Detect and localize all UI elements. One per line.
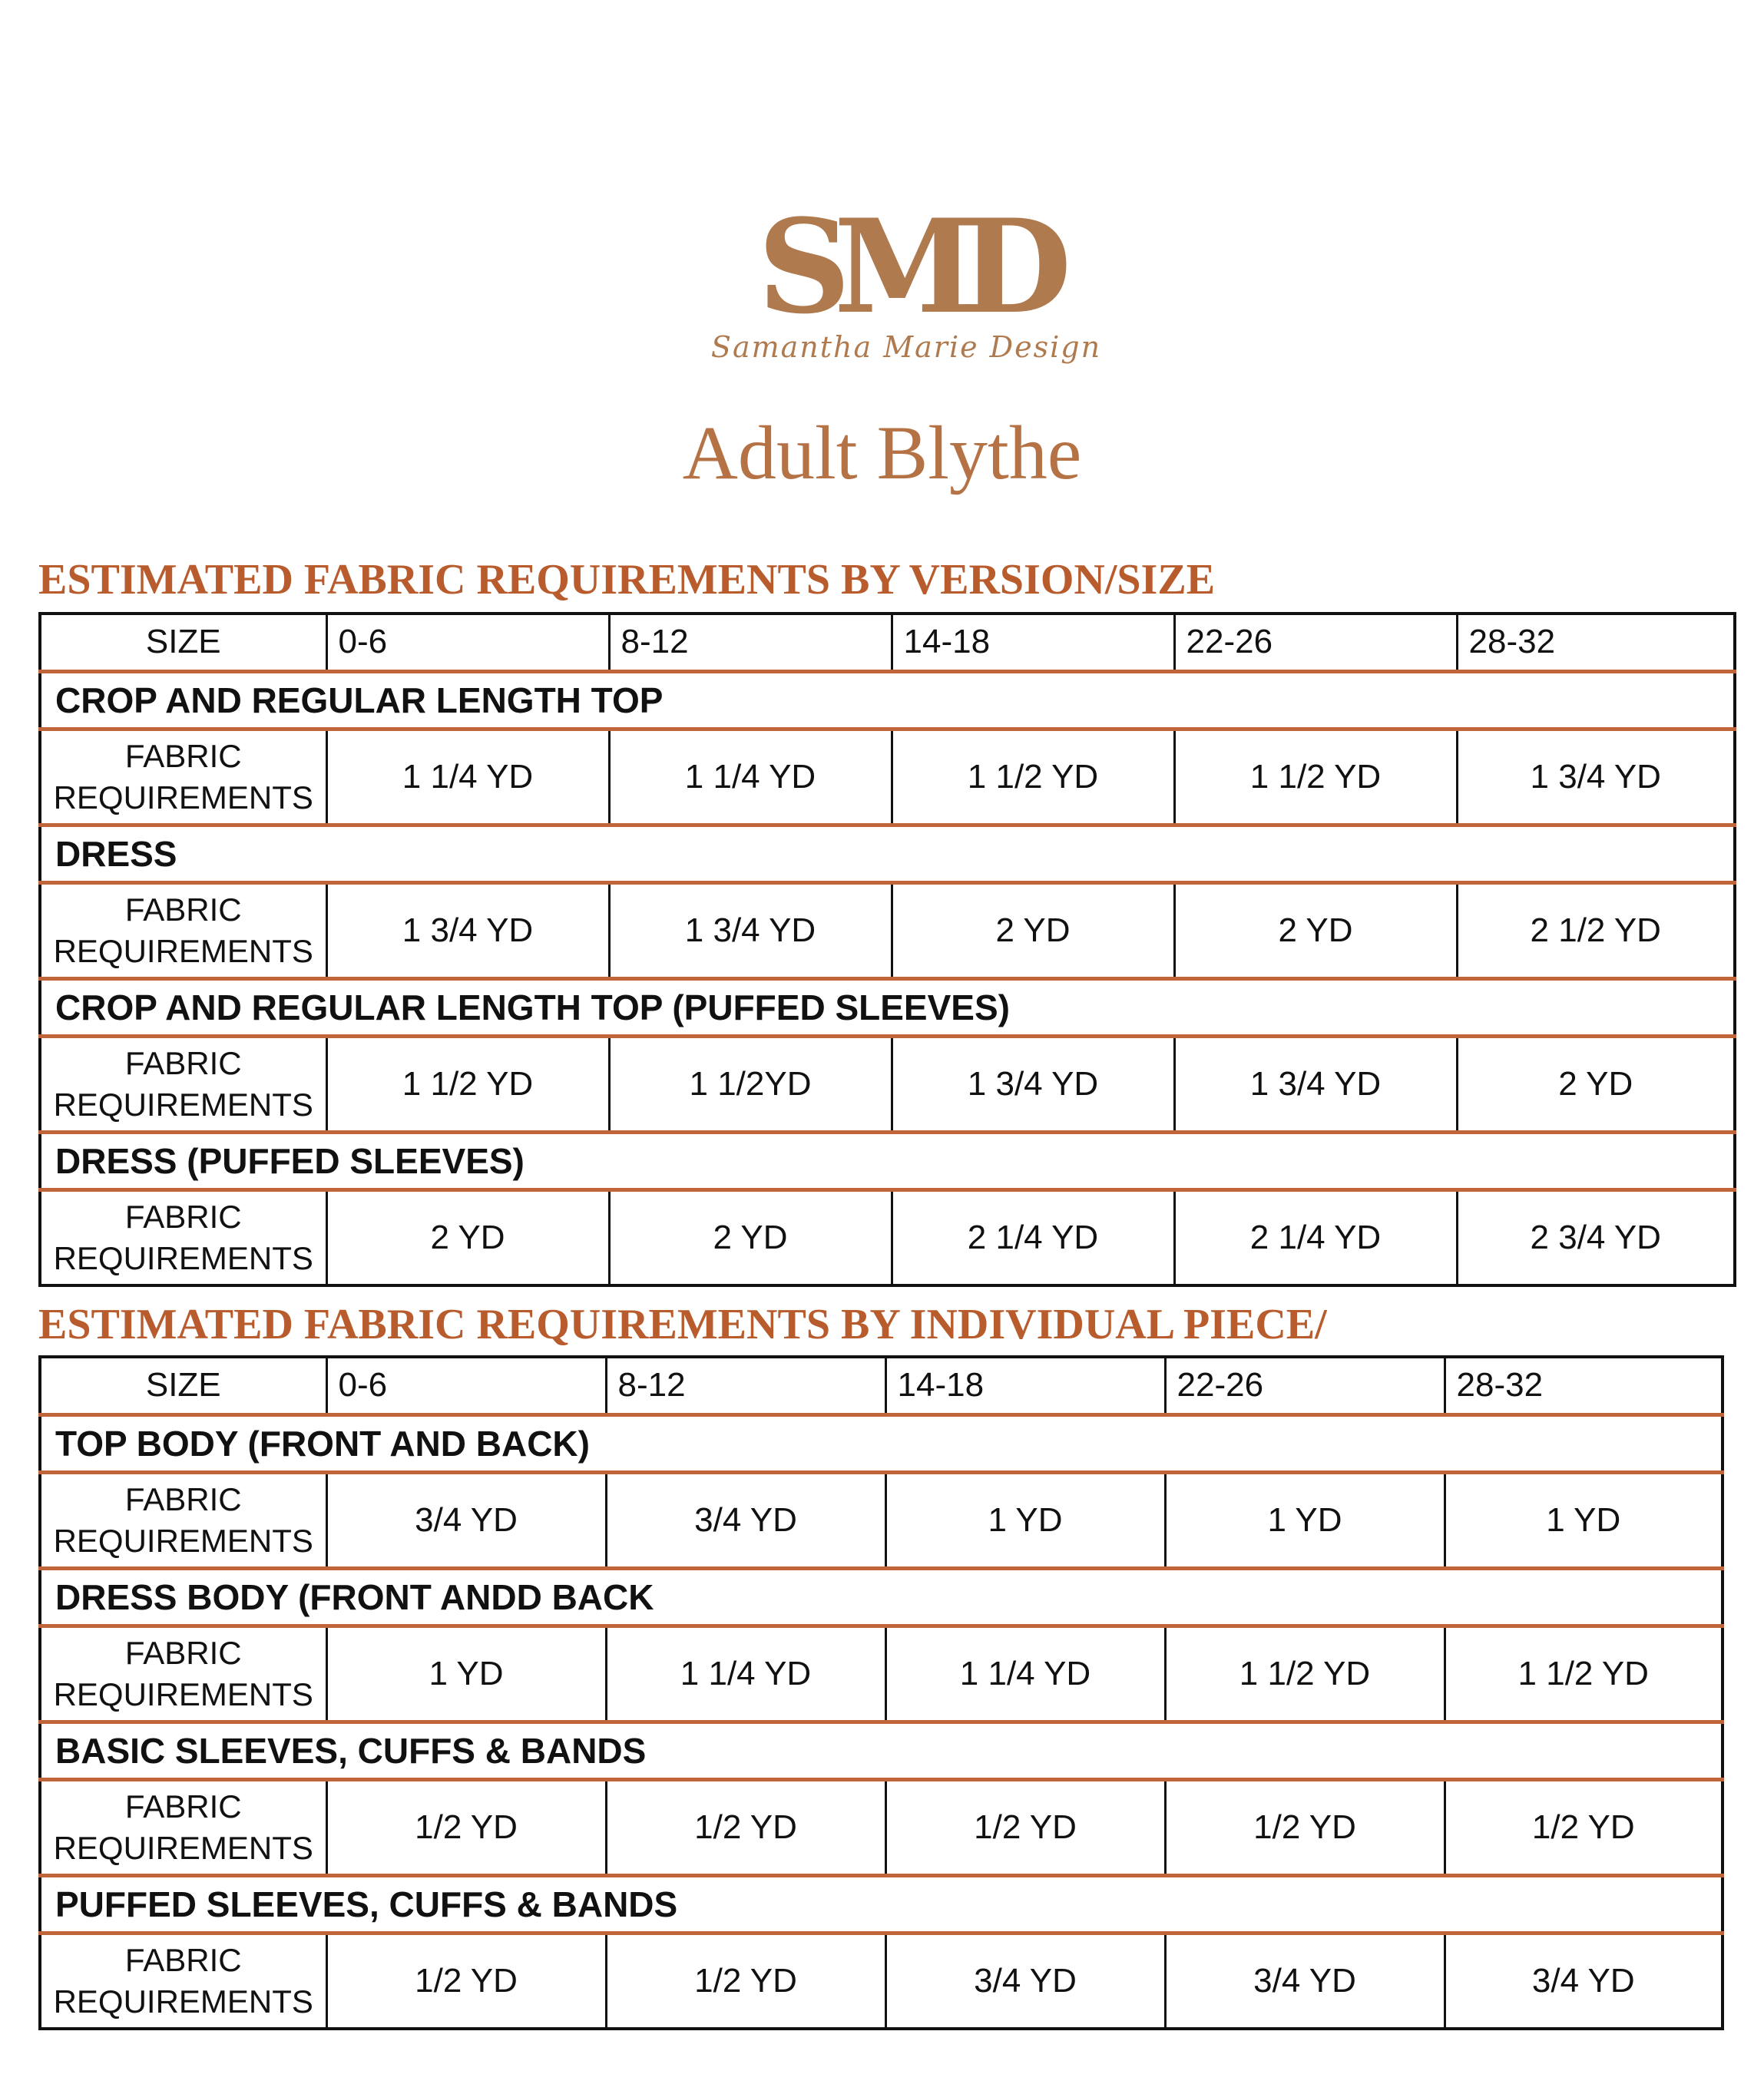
value-cell: 2 YD — [326, 1189, 609, 1285]
requirements-label-line1: FABRIC — [124, 737, 242, 774]
section-row — [40, 1875, 1723, 1933]
value-cell: 3/4 YD — [1165, 1933, 1445, 2029]
value-cell: 1/2 YD — [606, 1933, 885, 2029]
requirements-label-line1: FABRIC — [124, 1198, 242, 1235]
size-label: SIZE — [40, 614, 326, 671]
section-title: DRESS (PUFFED SLEEVES) — [40, 1132, 1735, 1189]
section-row — [40, 978, 1735, 1036]
value-cell: 1/2 YD — [885, 1779, 1165, 1875]
requirements-label — [40, 1933, 326, 2029]
value-cell: 2 3/4 YD — [1530, 1218, 1661, 1256]
section-title: TOP BODY (FRONT AND BACK) — [40, 1414, 1723, 1472]
requirements-label — [40, 1189, 326, 1285]
size-cell: 8-12 — [606, 1357, 885, 1414]
value-cell: 1 1/2YD — [609, 1036, 892, 1132]
value-cell: 1/2 YD — [606, 1779, 885, 1875]
section-row — [40, 1414, 1723, 1472]
value-cell: 2 YD — [892, 882, 1174, 978]
value-cell: 1 3/4 YD — [1174, 1036, 1457, 1132]
value-cell: 3/4 YD — [606, 1472, 885, 1568]
section-row — [40, 1132, 1735, 1189]
requirements-row — [40, 882, 1735, 978]
value-cell: 1 1/2 YD — [326, 1036, 609, 1132]
requirements-row — [40, 1779, 1723, 1875]
requirements-label — [40, 729, 326, 825]
value-cell: 1 YD — [1165, 1472, 1445, 1568]
size-cell: 28-32 — [1445, 1357, 1723, 1414]
brand-logo — [703, 190, 1110, 370]
value-cell: 2 1/4 YD — [892, 1189, 1174, 1285]
value-cell: 1 YD — [1445, 1472, 1723, 1568]
section-row — [40, 825, 1735, 882]
value-cell: 1 3/4 YD — [609, 882, 892, 978]
section-title: CROP AND REGULAR LENGTH TOP (PUFFED SLEEVES) — [40, 978, 1735, 1036]
value-cell: 3/4 YD — [885, 1933, 1165, 2029]
value-cell: 1 1/4 YD — [606, 1626, 885, 1722]
requirements-row — [40, 1036, 1735, 1132]
size-cell: 14-18 — [892, 614, 1174, 671]
value-cell: 1 3/4 YD — [892, 1036, 1174, 1132]
size-label: SIZE — [40, 1357, 326, 1414]
requirements-label-line1: FABRIC — [124, 891, 242, 928]
requirements-label-line2: REQUIREMENTS — [53, 1086, 313, 1123]
value-cell: 1 1/4 YD — [609, 729, 892, 825]
value-cell: 2 1/2 YD — [1457, 882, 1735, 978]
requirements-label-line2: REQUIREMENTS — [53, 1676, 313, 1712]
value-cell: 1 YD — [326, 1626, 606, 1722]
size-cell: 22-26 — [1165, 1357, 1445, 1414]
section-title: BASIC SLEEVES, CUFFS & BANDS — [40, 1722, 1723, 1779]
section-row — [40, 671, 1735, 729]
requirements-label-line2: REQUIREMENTS — [53, 779, 313, 815]
requirements-label-line1: FABRIC — [124, 1634, 242, 1671]
value-cell: 1/2 YD — [1165, 1779, 1445, 1875]
page-title: Adult Blythe — [682, 410, 1082, 495]
size-cell: 0-6 — [326, 1357, 606, 1414]
logo-monogram: SMD — [757, 190, 1055, 342]
requirements-label-line1: FABRIC — [124, 1788, 242, 1824]
version-size-table — [38, 612, 1736, 1287]
requirements-label — [40, 1779, 326, 1875]
size-header-row — [40, 614, 1735, 671]
requirements-label-line1: FABRIC — [124, 1480, 242, 1517]
section-row — [40, 1568, 1723, 1626]
size-header-row — [40, 1357, 1723, 1414]
requirements-label-line2: REQUIREMENTS — [53, 1239, 313, 1276]
value-cell: 2 YD — [1457, 1036, 1735, 1132]
requirements-row — [40, 1472, 1723, 1568]
size-cell: 14-18 — [885, 1357, 1165, 1414]
requirements-label — [40, 1626, 326, 1722]
size-cell: 28-32 — [1457, 614, 1735, 671]
requirements-label — [40, 1472, 326, 1568]
requirements-label-line1: FABRIC — [124, 1044, 242, 1081]
section-title: CROP AND REGULAR LENGTH TOP — [40, 671, 1735, 729]
requirements-label — [40, 1036, 326, 1132]
requirements-row — [40, 729, 1735, 825]
size-cell: 22-26 — [1174, 614, 1457, 671]
value-cell: 3/4 YD — [326, 1472, 606, 1568]
size-cell: 8-12 — [609, 614, 892, 671]
requirements-label-line2: REQUIREMENTS — [53, 1983, 313, 2020]
version-size-heading: ESTIMATED FABRIC REQUIREMENTS BY VERSION/SIZE — [38, 556, 1216, 604]
value-cell: 2 YD — [609, 1189, 892, 1285]
value-cell: 1/2 YD — [326, 1933, 606, 2029]
section-title: DRESS — [40, 825, 1735, 882]
requirements-label-line2: REQUIREMENTS — [53, 1829, 313, 1866]
requirements-row — [40, 1933, 1723, 2029]
section-row — [40, 1722, 1723, 1779]
value-cell: 2 YD — [1174, 882, 1457, 978]
value-cell: 1/2 YD — [1445, 1779, 1723, 1875]
size-cell: 0-6 — [326, 614, 609, 671]
requirements-label-line2: REQUIREMENTS — [53, 1522, 313, 1559]
value-cell: 1 1/4 YD — [326, 729, 609, 825]
value-cell: 1 1/2 YD — [1445, 1626, 1723, 1722]
value-cell: 1 1/2 YD — [892, 729, 1174, 825]
requirements-row — [40, 1626, 1723, 1722]
requirements-label — [40, 882, 326, 978]
value-cell: 3/4 YD — [1531, 1961, 1635, 2000]
individual-piece-table — [38, 1355, 1724, 2030]
section-title: DRESS BODY (FRONT ANDD BACK — [40, 1568, 1723, 1626]
value-cell: 1 3/4 YD — [1457, 729, 1735, 825]
requirements-label-line2: REQUIREMENTS — [53, 932, 313, 969]
value-cell: 1 YD — [885, 1472, 1165, 1568]
requirements-label-line1: FABRIC — [124, 1941, 242, 1978]
value-cell: 1 1/2 YD — [1165, 1626, 1445, 1722]
section-title: PUFFED SLEEVES, CUFFS & BANDS — [40, 1875, 1723, 1933]
value-cell: 2 1/4 YD — [1174, 1189, 1457, 1285]
value-cell: 1 3/4 YD — [326, 882, 609, 978]
requirements-row — [40, 1189, 1735, 1285]
value-cell: 1 1/2 YD — [1174, 729, 1457, 825]
value-cell: 1 1/4 YD — [885, 1626, 1165, 1722]
logo-script-text: Samantha Marie Design — [710, 330, 1102, 364]
value-cell: 1/2 YD — [326, 1779, 606, 1875]
individual-piece-heading: ESTIMATED FABRIC REQUIREMENTS BY INDIVIDUAL PIECE/ — [38, 1301, 1327, 1348]
